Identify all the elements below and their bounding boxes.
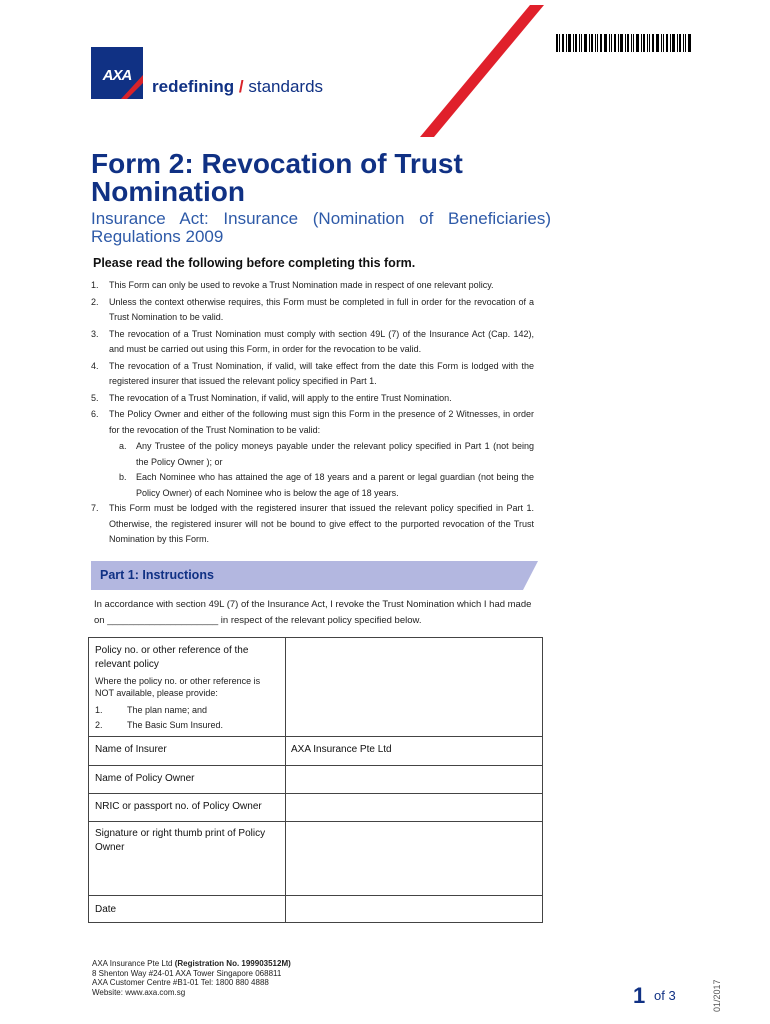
footer-company: AXA Insurance Pte Ltd: [92, 959, 173, 968]
list-item: 2. Unless the context otherwise requires, this Form must be completed in full in order for the revocation of a Trust Nomination to be valid.: [91, 296, 534, 322]
row-divider: [88, 821, 543, 822]
form-title: Form 2: Revocation of Trust Nomination: [91, 148, 463, 207]
list-item: 3. The revocation of a Trust Nomination must comply with section 49L (7) of the Insurance Act (Cap. 142), and must be carried out using this Form, in order for the revocation to be valid.: [91, 328, 534, 354]
part1-title: Part 1: Instructions: [100, 568, 214, 582]
insurer-value: AXA Insurance Pte Ltd: [291, 744, 392, 755]
date-label: Date: [95, 904, 117, 915]
intro-line-2: on _____________________ in respect of the relevant policy specified below.: [94, 615, 422, 626]
row-divider: [88, 765, 543, 766]
tagline-bold: redefining: [152, 77, 235, 96]
list-item: 6. The Policy Owner and either of the following must sign this Form in the presence of 2 Witnesses, in order for the revocation of the Trust Nomination to be valid:: [91, 409, 534, 435]
read-heading: Please read the following before completing this form.: [93, 256, 416, 270]
form-version: 01/2017: [712, 979, 722, 1012]
policy-sub1-num: 1.: [95, 705, 103, 715]
insurer-label: Name of Insurer: [95, 744, 167, 755]
list-item: 4. The revocation of a Trust Nomination, if valid, will take effect from the date this Form is lodged with the registered insurer that issued the relevant policy specified in Part 1.: [91, 360, 534, 386]
footer-website[interactable]: Website: www.axa.com.sg: [92, 987, 186, 997]
form-subtitle: Insurance Act: Insurance (Nomination of Beneficiaries) Regulations 2009: [91, 209, 551, 246]
part1-intro: [94, 597, 544, 629]
nric-field[interactable]: [288, 795, 540, 819]
footer-info: [92, 959, 291, 997]
logo-text: AXA: [102, 67, 132, 84]
logo-slash-icon: [91, 47, 143, 99]
policy-sub2: The Basic Sum Insured.: [127, 720, 224, 730]
footer-registration: (Registration No. 199903512M): [174, 959, 291, 968]
signature-field[interactable]: [288, 823, 540, 893]
policy-note: Where the policy no. or other reference is NOT available, please provide:: [95, 676, 261, 698]
tagline: [152, 77, 323, 97]
barcode-icon: [556, 34, 692, 52]
table-divider: [285, 637, 286, 923]
owner-label: Name of Policy Owner: [95, 773, 195, 784]
nric-label: NRIC or passport no. of Policy Owner: [95, 801, 262, 812]
policy-number-field[interactable]: [288, 640, 540, 734]
intro-line-1: In accordance with section 49L (7) of the Insurance Act, I revoke the Trust Nomination which I had made: [94, 599, 532, 610]
red-slash-graphic: [420, 5, 550, 137]
page-total: of 3: [654, 988, 676, 1003]
date-field[interactable]: [288, 897, 540, 921]
tagline-rest: standards: [248, 77, 324, 96]
axa-logo: [91, 47, 143, 99]
page-number: 1: [633, 983, 646, 1008]
sub-list-item: a. Any Trustee of the policy moneys payable under the relevant policy specified in Part 1 (not being the Policy Owner ); or: [119, 441, 534, 467]
sub-list-item: b. Each Nominee who has attained the age of 18 years and a parent or legal guardian (not being the Policy Owner) of each Nominee who is below the age of 18 years.: [119, 472, 534, 498]
footer-address: 8 Shenton Way #24-01 AXA Tower Singapore 068811: [92, 968, 282, 978]
owner-name-field[interactable]: [288, 767, 540, 791]
signature-label: Signature or right thumb print of Policy Owner: [95, 828, 266, 853]
policy-sub1: The plan name; and: [127, 705, 208, 715]
footer-customer-centre: AXA Customer Centre #B1-01 Tel: 1800 880 4888: [92, 978, 269, 987]
row-divider: [88, 793, 543, 794]
policy-label: Policy no. or other reference of the relevant policy: [95, 645, 249, 670]
row-divider: [88, 895, 543, 896]
list-item: 1. This Form can only be used to revoke a Trust Nomination made in respect of one relevant policy.: [91, 280, 494, 290]
list-item: 7. This Form must be lodged with the registered insurer that issued the relevant policy specified in Part 1. Otherwise, the registered insurer will not be bound to give effect to the purported revocation of the Trust Nomination by this Form.: [91, 503, 534, 544]
policy-sub2-num: 2.: [95, 720, 103, 730]
instructions-list: [91, 278, 534, 549]
tagline-slash: /: [238, 77, 244, 96]
list-item: 5. The revocation of a Trust Nomination, if valid, will apply to the entire Trust Nomination.: [91, 392, 452, 403]
row-divider: [88, 736, 543, 737]
